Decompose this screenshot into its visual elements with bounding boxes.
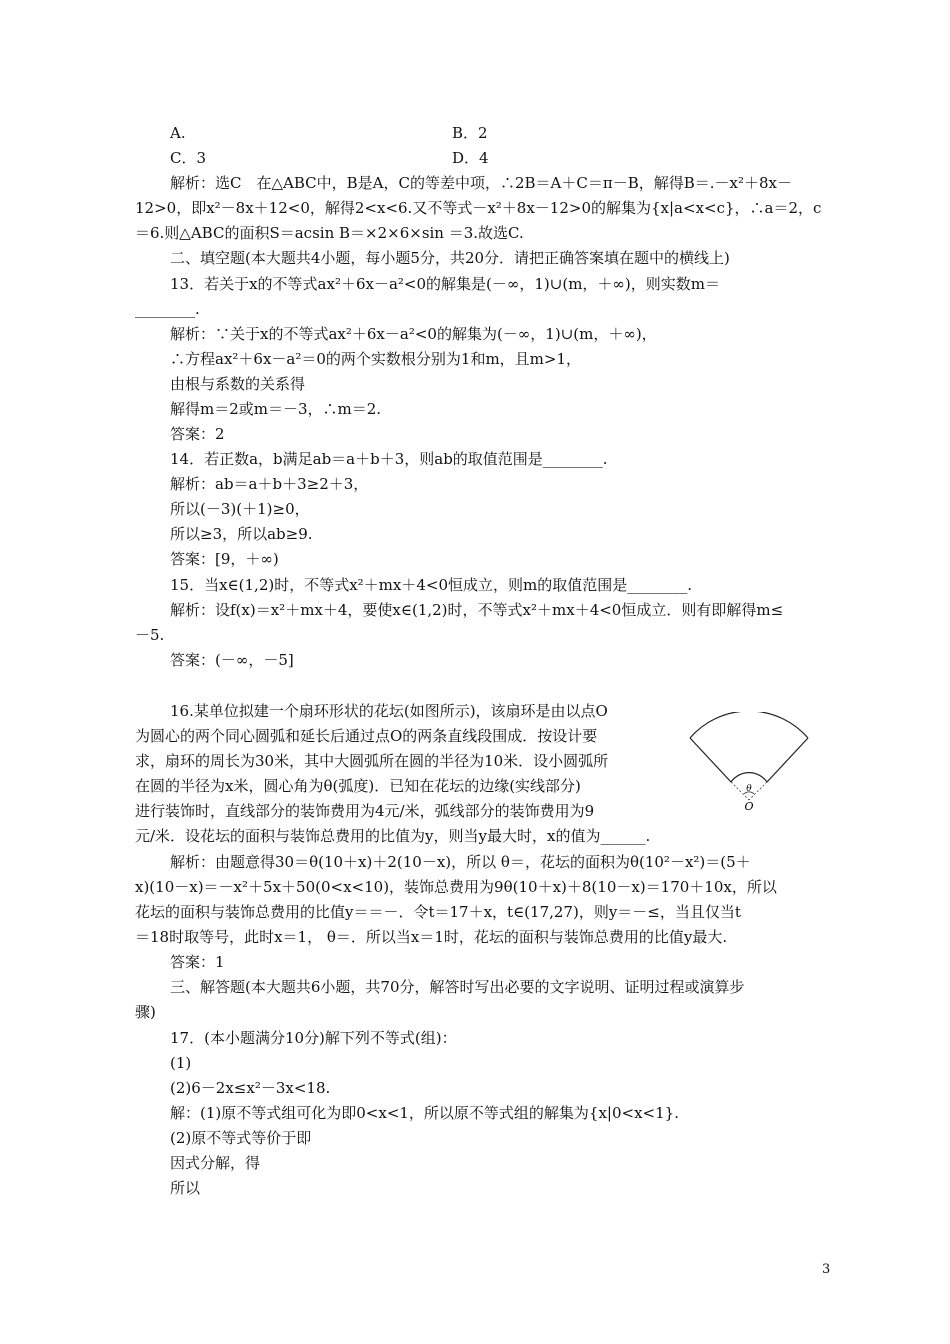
q17-solution-line: (2)原不等式等价于即 — [170, 1129, 312, 1147]
q14-analysis-line: 所以≥3，所以ab≥9. — [170, 525, 313, 543]
q16-analysis-line: ＝18时取等号，此时x＝1， θ＝．所以当x＝1时，花坛的面积与装饰总费用的比值y最大. — [135, 928, 728, 946]
q14-answer: 答案：[9，＋∞) — [170, 550, 279, 568]
q16-question-line: 在圆的半径为x米，圆心角为θ(弧度)．已知在花坛的边缘(实线部分) — [135, 777, 581, 795]
inner-arc — [731, 773, 767, 782]
q13-analysis-line: 由根与系数的关系得 — [170, 375, 306, 393]
q17-solution-line: 解：(1)原不等式组可化为即0<x<1，所以原不等式组的解集为{x|0<x<1}. — [170, 1104, 679, 1122]
q17-part1: (1) — [170, 1054, 192, 1072]
q16-question-line: 求，扇环的周长为30米，其中大圆弧所在圆的半径为10米．设小圆弧所 — [135, 752, 609, 770]
q17-solution-line: 因式分解，得 — [170, 1154, 261, 1172]
q15-analysis-line: －5. — [135, 626, 165, 644]
q13-answer: 答案：2 — [170, 425, 225, 443]
q12-analysis-line: 12>0，即x²－8x＋12<0，解得2<x<6.又不等式－x²＋8x－12>0的解集为{x|a<x<c}，∴a＝2，c — [135, 199, 822, 217]
center-o-label: O — [744, 800, 754, 812]
q12-analysis-line: 解析：选C 在△ABC中，B是A，C的等差中项，∴2B＝A＋C＝π－B，解得B＝.－x²＋8x－ — [170, 174, 792, 192]
q13-analysis-line: 解析：∵关于x的不等式ax²＋6x－a²<0的解集为(－∞，1)∪(m，＋∞)， — [170, 325, 657, 343]
q16-analysis-line: 花坛的面积与装饰总费用的比值y＝＝－．令t＝17＋x，t∈(17,27)，则y＝－≤，当且仅当t — [135, 903, 741, 921]
section-heading: 三、解答题(本大题共6小题，共70分，解答时写出必要的文字说明、证明过程或演算步 — [170, 978, 745, 996]
q16-analysis-line: x)(10－x)＝－x²＋5x＋50(0<x<10)，装饰总费用为9θ(10＋x)＋8(10－x)＝170＋10x，所以 — [135, 878, 777, 896]
option-d: D．4 — [452, 149, 489, 167]
page-number: 3 — [822, 1262, 831, 1277]
section-heading-cont: 骤) — [135, 1003, 156, 1021]
q13-analysis-line: ∴方程ax²＋6x－a²＝0的两个实数根分别为1和m，且m>1， — [170, 350, 582, 368]
q16-analysis-line: 解析：由题意得30＝θ(10＋x)＋2(10－x)，所以 θ＝，花坛的面积为θ(10²－x²)＝(5＋ — [170, 853, 751, 871]
outer-arc — [690, 712, 808, 738]
q16-answer: 答案：1 — [170, 953, 225, 971]
q15-answer: 答案：(－∞，－5] — [170, 651, 294, 669]
q15-analysis-line: 解析：设f(x)＝x²＋mx＋4，要使x∈(1,2)时，不等式x²＋mx＋4<0恒成立．则有即解得m≤ — [170, 601, 784, 619]
option-b: B．2 — [452, 124, 488, 142]
q16-question-line: 进行装饰时，直线部分的装饰费用为4元/米，弧线部分的装饰费用为9 — [135, 802, 595, 820]
q16-question-line: 为圆心的两个同心圆弧和延长后通过点O的两条直线段围成．按设计要 — [135, 727, 598, 745]
right-segment — [767, 738, 808, 782]
q17-question: 17．(本小题满分10分)解下列不等式(组)： — [170, 1029, 457, 1047]
sector-ring-figure — [680, 712, 818, 812]
q16-question-line: 16.某单位拟建一个扇环形状的花坛(如图所示)，该扇环是由以点O — [170, 702, 608, 720]
q16-question-line: 元/米．设花坛的面积与装饰总费用的比值为y，则当y最大时，x的值为______. — [135, 827, 651, 845]
q14-analysis-line: 所以(－3)(＋1)≥0， — [170, 500, 310, 518]
section-heading: 二、填空题(本大题共4小题，每小题5分，共20分．请把正确答案填在题中的横线上) — [170, 249, 730, 267]
q14-analysis-line: 解析：ab＝a＋b＋3≥2＋3， — [170, 475, 369, 493]
q17-solution-line: 所以 — [170, 1179, 201, 1197]
option-c: C．3 — [170, 149, 207, 167]
q15-question: 15．当x∈(1,2)时，不等式x²＋mx＋4<0恒成立，则m的取值范围是________. — [170, 576, 693, 594]
left-segment — [690, 738, 731, 782]
q13-analysis-line: 解得m＝2或m＝－3，∴m＝2. — [170, 400, 382, 418]
option-a: A. — [170, 124, 186, 142]
q12-analysis-line: ＝6.则△ABC的面积S＝acsin B＝×2×6×sin ＝3.故选C. — [135, 224, 524, 242]
q13-question: 13．若关于x的不等式ax²＋6x－a²<0的解集是(－∞，1)∪(m，＋∞)，则实数m＝ — [170, 275, 720, 293]
q17-part2: (2)6－2x≤x²－3x<18. — [170, 1079, 331, 1097]
q13-question-blank: ________. — [135, 300, 200, 318]
q14-question: 14．若正数a，b满足ab＝a＋b＋3，则ab的取值范围是________. — [170, 450, 608, 468]
theta-label: θ — [746, 784, 752, 794]
